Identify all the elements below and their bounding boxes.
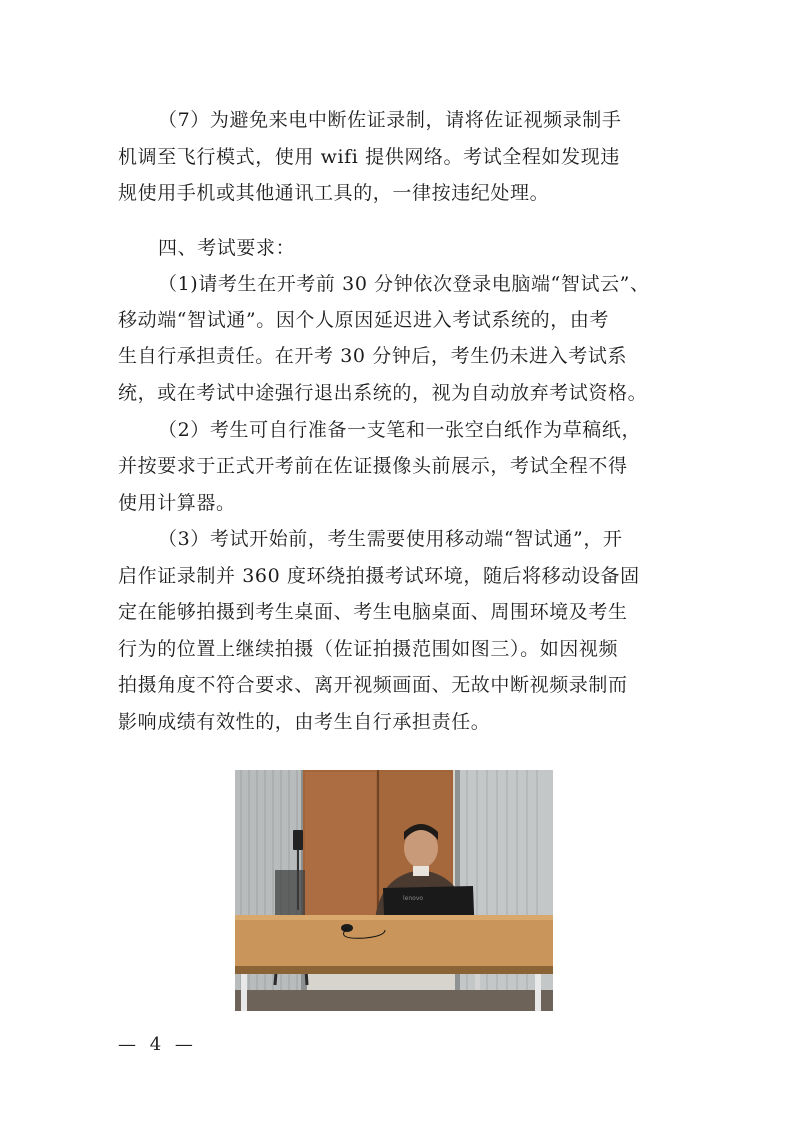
paragraph-7-line-1: （7）为避免来电中断佐证录制，请将佐证视频录制手 bbox=[158, 109, 622, 131]
laptop-brand-label: lenovo bbox=[403, 895, 424, 902]
paragraph-7-line-3: 规使用手机或其他通讯工具的，一律按违纪处理。 bbox=[118, 182, 550, 204]
requirement-1-line-4: 统，或在考试中途强行退出系统的，视为自动放弃考试资格。 bbox=[118, 382, 648, 404]
requirement-2-line-2: 并按要求于正式开考前在佐证摄像头前展示，考试全程不得 bbox=[118, 455, 628, 477]
requirement-2-line-3: 使用计算器。 bbox=[118, 492, 236, 514]
requirement-1-line-2: 移动端“智试通”。因个人原因延迟进入考试系统的，由考 bbox=[118, 309, 610, 331]
section-4-heading: 四、考试要求： bbox=[158, 237, 296, 259]
paragraph-7-line-2: 机调至飞行模式，使用 wifi 提供网络。考试全程如发现违 bbox=[118, 146, 620, 168]
requirement-3-line-4: 行为的位置上继续拍摄（佐证拍摄范围如图三）。如因视频 bbox=[118, 638, 619, 660]
page-number: — 4 — bbox=[118, 1034, 197, 1055]
requirement-3-line-2: 启作证录制并 360 度环绕拍摄考试环境，随后将移动设备固 bbox=[118, 565, 640, 587]
requirement-3-line-6: 影响成绩有效性的，由考生自行承担责任。 bbox=[118, 711, 491, 733]
requirement-1-line-1: （1)请考生在开考前 30 分钟依次登录电脑端“智试云”、 bbox=[158, 273, 650, 295]
exam-environment-illustration bbox=[235, 770, 553, 1011]
exam-environment-photo bbox=[235, 770, 553, 1011]
requirement-2-line-1: （2）考生可自行准备一支笔和一张空白纸作为草稿纸， bbox=[158, 419, 642, 441]
requirement-3-line-1: （3）考试开始前，考生需要使用移动端“智试通”，开 bbox=[158, 528, 623, 550]
requirement-1-line-3: 生自行承担责任。在开考 30 分钟后，考生仍未进入考试系 bbox=[118, 345, 628, 367]
requirement-3-line-3: 定在能够拍摄到考生桌面、考生电脑桌面、周围环境及考生 bbox=[118, 601, 628, 623]
requirement-3-line-5: 拍摄角度不符合要求、离开视频画面、无故中断视频录制而 bbox=[118, 674, 628, 696]
